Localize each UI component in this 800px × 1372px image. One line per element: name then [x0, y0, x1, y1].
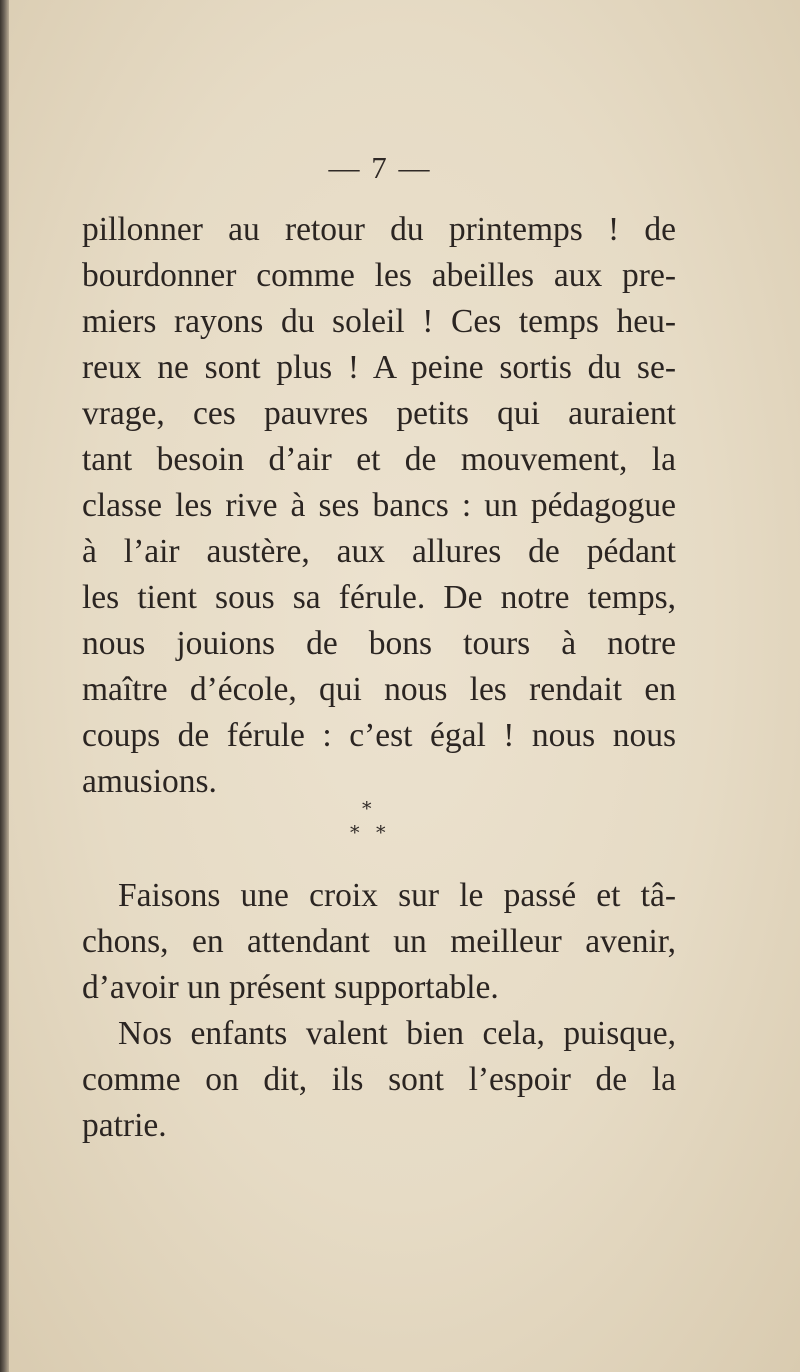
text-line: miers rayons du soleil ! Ces temps heu- [82, 303, 676, 340]
text-line: bourdonner comme les abeilles aux pre- [82, 257, 676, 294]
text-line: les tient sous sa férule. De notre temps, [82, 579, 676, 616]
text-line: reux ne sont plus ! A peine sortis du se- [82, 349, 676, 386]
paragraph-3 [82, 1011, 676, 1149]
text-line: pillonner au retour du printemps ! de [82, 211, 676, 248]
text-line: Faisons une croix sur le passé et tâ- [118, 877, 676, 914]
paragraph-2 [82, 873, 676, 1011]
page-binding-edge [0, 0, 9, 1372]
text-line: chons, en attendant un meilleur avenir, [82, 923, 676, 960]
text-line: tant besoin d’air et de mouvement, la [82, 441, 676, 478]
text-line: vrage, ces pauvres petits qui auraient [82, 395, 676, 432]
text-line: Nos enfants valent bien cela, puisque, [118, 1015, 676, 1052]
text-line: amusions. [82, 763, 217, 800]
text-line: coups de férule : c’est égal ! nous nous [82, 717, 676, 754]
asterism-star: * [362, 798, 372, 820]
paragraph-1 [82, 207, 676, 805]
text-line: comme on dit, ils sont l’espoir de la [82, 1061, 676, 1098]
page-number: — 7 — [328, 150, 432, 185]
text-line: à l’air austère, aux allures de pédant [82, 533, 676, 570]
asterism-star: * [376, 822, 386, 844]
text-line: nous jouions de bons tours à notre [82, 625, 676, 662]
text-line: patrie. [82, 1107, 167, 1144]
asterism-star: * [350, 822, 360, 844]
text-line: maître d’école, qui nous les rendait en [82, 671, 676, 708]
text-line: d’avoir un présent supportable. [82, 969, 499, 1006]
text-line: classe les rive à ses bancs : un pédagogue [82, 487, 676, 524]
